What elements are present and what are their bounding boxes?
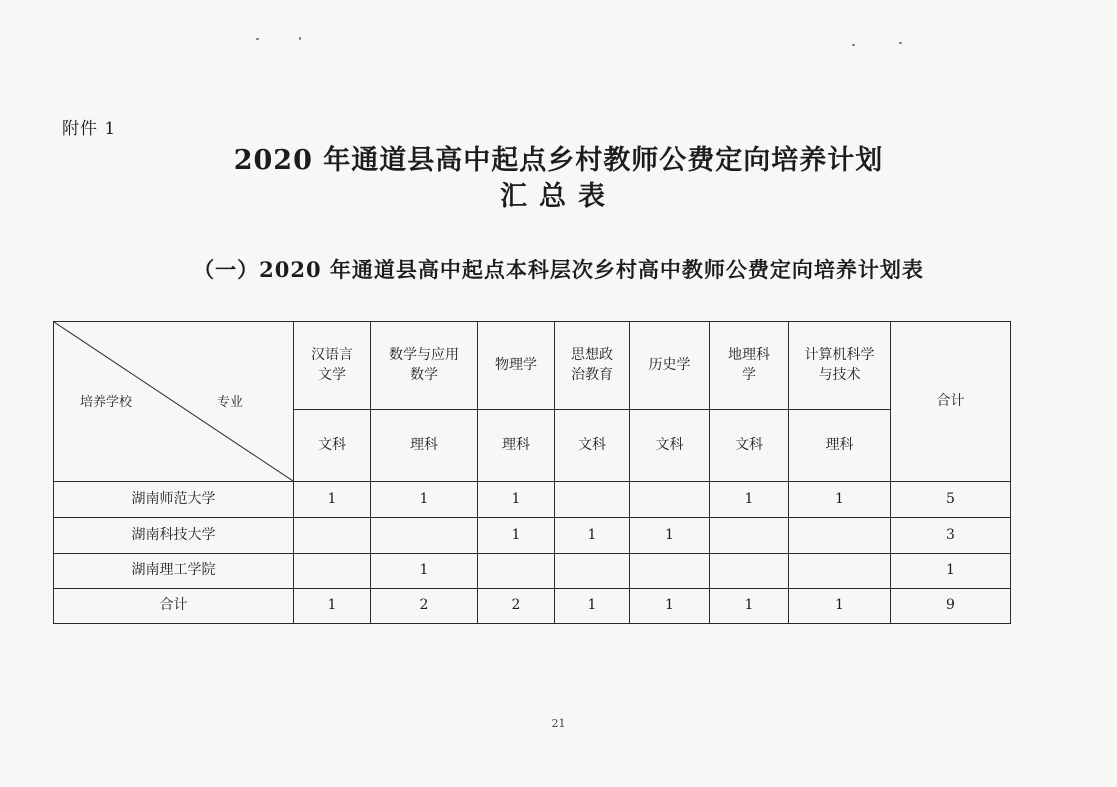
category-cell: 理科 <box>789 410 891 482</box>
attachment-label: 附件 1 <box>62 119 117 139</box>
scan-speck <box>899 42 902 44</box>
row-total-cell: 3 <box>891 518 1011 554</box>
value-cell: 1 <box>294 482 371 518</box>
scan-speck <box>256 38 259 40</box>
scan-speck <box>299 37 301 40</box>
grand-total-cell: 9 <box>891 589 1011 624</box>
major-header-cell <box>555 322 630 410</box>
corner-major-label: 专业 <box>217 395 244 410</box>
major-header-cell <box>630 322 710 410</box>
table-row <box>54 518 1011 554</box>
header-row-majors <box>54 322 1011 410</box>
major-name-line1: 物理学 <box>495 356 537 373</box>
document-title-line2: 汇总表 <box>500 181 617 212</box>
major-name-line2: 数学 <box>410 366 438 383</box>
value-cell: 1 <box>478 482 555 518</box>
category-cell: 文科 <box>555 410 630 482</box>
major-name-line1: 地理科 <box>728 346 770 363</box>
major-name-line2: 文学 <box>318 366 346 383</box>
column-total-cell: 1 <box>710 589 789 624</box>
category-cell: 文科 <box>630 410 710 482</box>
category-cell: 理科 <box>371 410 478 482</box>
page-number: 21 <box>551 717 566 730</box>
school-name-cell: 湖南理工学院 <box>54 554 294 589</box>
value-cell: 1 <box>555 518 630 554</box>
major-name-line2: 与技术 <box>818 366 861 383</box>
value-cell <box>789 554 891 589</box>
value-cell: 1 <box>371 554 478 589</box>
major-name-line1: 汉语言 <box>311 346 353 363</box>
value-cell <box>555 482 630 518</box>
row-total-cell: 1 <box>891 554 1011 589</box>
major-name-line1: 历史学 <box>648 356 691 373</box>
value-cell: 1 <box>371 482 478 518</box>
value-cell <box>478 554 555 589</box>
value-cell <box>294 554 371 589</box>
value-cell: 1 <box>478 518 555 554</box>
value-cell <box>789 518 891 554</box>
major-header-cell <box>294 322 371 410</box>
document-title: 2020 年通道县高中起点乡村教师公费定向培养计划 <box>233 145 884 176</box>
table-subtitle: （一）2020 年通道县高中起点本科层次乡村高中教师公费定向培养计划表 <box>193 257 924 282</box>
major-name-line1: 思想政 <box>571 346 613 363</box>
major-name-line1: 计算机科学 <box>804 346 875 363</box>
row-total-cell: 5 <box>891 482 1011 518</box>
corner-header-cell <box>54 322 294 482</box>
value-cell <box>371 518 478 554</box>
category-cell: 文科 <box>710 410 789 482</box>
column-total-cell: 1 <box>555 589 630 624</box>
total-header-cell: 合计 <box>891 322 1011 482</box>
major-name-line2: 治教育 <box>571 366 613 383</box>
major-header-cell <box>710 322 789 410</box>
major-name-line2: 学 <box>742 366 756 383</box>
column-total-cell: 1 <box>294 589 371 624</box>
category-cell: 理科 <box>478 410 555 482</box>
major-header-cell <box>789 322 891 410</box>
category-cell: 文科 <box>294 410 371 482</box>
column-total-cell: 1 <box>630 589 710 624</box>
value-cell <box>294 518 371 554</box>
value-cell <box>555 554 630 589</box>
value-cell <box>710 518 789 554</box>
scan-speck <box>852 44 855 46</box>
column-total-cell: 1 <box>789 589 891 624</box>
value-cell <box>630 554 710 589</box>
plan-table <box>53 321 1011 624</box>
value-cell <box>630 482 710 518</box>
total-row <box>54 589 1011 624</box>
corner-school-label: 培养学校 <box>80 395 133 410</box>
column-total-cell: 2 <box>371 589 478 624</box>
school-name-cell: 湖南师范大学 <box>54 482 294 518</box>
value-cell: 1 <box>789 482 891 518</box>
major-header-cell <box>478 322 555 410</box>
school-name-cell: 湖南科技大学 <box>54 518 294 554</box>
total-row-label: 合计 <box>54 589 294 624</box>
table-row <box>54 554 1011 589</box>
major-header-cell <box>371 322 478 410</box>
major-name-line1: 数学与应用 <box>389 346 459 363</box>
value-cell <box>710 554 789 589</box>
table-row <box>54 482 1011 518</box>
column-total-cell: 2 <box>478 589 555 624</box>
value-cell: 1 <box>630 518 710 554</box>
value-cell: 1 <box>710 482 789 518</box>
